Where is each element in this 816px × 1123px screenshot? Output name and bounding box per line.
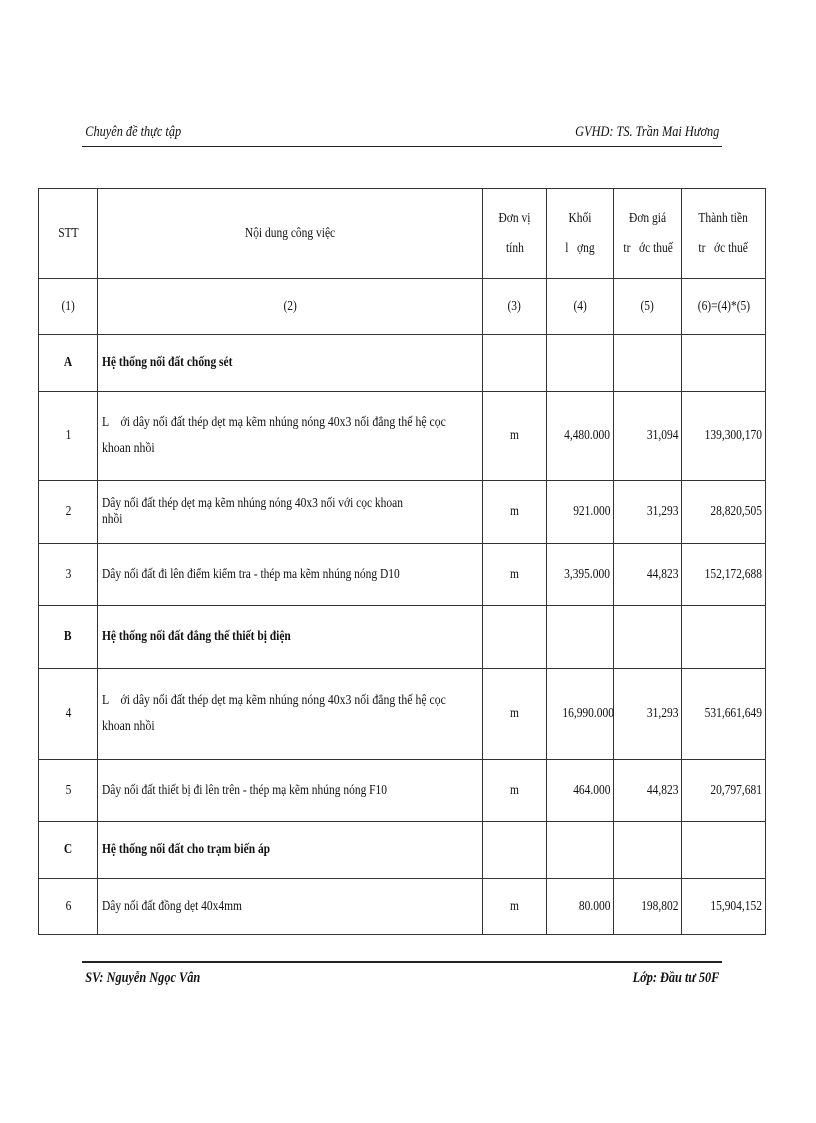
row-stt: 5 [39, 760, 98, 822]
table-row [39, 392, 766, 481]
row-unit: m [483, 544, 547, 606]
col-index-3: (3) [483, 279, 547, 335]
row-amount: 20,797,681 [682, 760, 766, 822]
row-content: Dây nối đất đồng dẹt 40x4mm [98, 879, 483, 935]
row-unit: m [483, 669, 547, 760]
table-row [39, 544, 766, 606]
header-content: Nội dung công việc [98, 189, 483, 279]
table-row [39, 669, 766, 760]
row-price [614, 335, 682, 392]
row-stt: 2 [39, 481, 98, 544]
row-amount: 531,661,649 [682, 669, 766, 760]
row-stt: 6 [39, 879, 98, 935]
table-header-row [39, 189, 766, 279]
row-qty: 4,480.000 [547, 392, 614, 481]
row-qty [547, 335, 614, 392]
row-stt: 4 [39, 669, 98, 760]
row-amount [682, 606, 766, 669]
column-index-row [39, 279, 766, 335]
row-stt: B [39, 606, 98, 669]
row-amount: 15,904,152 [682, 879, 766, 935]
col-index-5: (5) [614, 279, 682, 335]
row-qty: 16,990.000 [547, 669, 614, 760]
page-footer [82, 970, 722, 992]
row-content: L ới dây nối đất thép dẹt mạ kẽm nhúng nóng 40x3 nối đẳng thế hệ cọc khoan nhồi [98, 669, 483, 760]
row-price [614, 606, 682, 669]
row-content: Dây nối đất đi lên điểm kiểm tra - thép ma kẽm nhúng nóng D10 [98, 544, 483, 606]
col-index-6: (6)=(4)*(5) [682, 279, 766, 335]
row-price [614, 822, 682, 879]
row-stt: 3 [39, 544, 98, 606]
table-row [39, 481, 766, 544]
row-qty: 464.000 [547, 760, 614, 822]
page-header [82, 124, 722, 146]
col-index-1: (1) [39, 279, 98, 335]
header-right-text: GVHD: TS. Trần Mai Hương [575, 124, 720, 140]
row-price: 31,293 [614, 481, 682, 544]
row-unit: m [483, 760, 547, 822]
work-items-table [38, 188, 766, 935]
section-title: Hệ thống nối đất đẳng thế thiết bị điện [98, 606, 483, 669]
row-price: 31,094 [614, 392, 682, 481]
row-price: 44,823 [614, 544, 682, 606]
section-title: Hệ thống nối đất cho trạm biến áp [98, 822, 483, 879]
header-divider [82, 146, 722, 147]
footer-right-text: Lớp: Đầu tư 50F [632, 970, 720, 986]
row-amount [682, 822, 766, 879]
section-title: Hệ thống nối đất chống sét [98, 335, 483, 392]
section-row-a [39, 335, 766, 392]
row-price: 198,802 [614, 879, 682, 935]
row-price: 44,823 [614, 760, 682, 822]
col-index-2: (2) [98, 279, 483, 335]
row-stt: 1 [39, 392, 98, 481]
header-amount: Thành tiền tr ớc thuế [682, 189, 766, 279]
table-row [39, 879, 766, 935]
footer-left-text: SV: Nguyễn Ngọc Vân [85, 970, 201, 986]
row-amount: 152,172,688 [682, 544, 766, 606]
row-qty: 3,395.000 [547, 544, 614, 606]
row-amount: 28,820,505 [682, 481, 766, 544]
row-qty [547, 822, 614, 879]
footer-divider [82, 961, 722, 963]
row-amount [682, 335, 766, 392]
col-index-4: (4) [547, 279, 614, 335]
row-content: L ới dây nối đất thép dẹt mạ kẽm nhúng nóng 40x3 nối đẳng thế hệ cọc khoan nhồi [98, 392, 483, 481]
row-stt: C [39, 822, 98, 879]
row-price: 31,293 [614, 669, 682, 760]
row-stt: A [39, 335, 98, 392]
row-unit: m [483, 481, 547, 544]
header-unit-price: Đơn giá tr ớc thuế [614, 189, 682, 279]
row-unit [483, 335, 547, 392]
row-qty: 80.000 [547, 879, 614, 935]
row-unit: m [483, 392, 547, 481]
section-row-b [39, 606, 766, 669]
row-amount: 139,300,170 [682, 392, 766, 481]
row-qty [547, 606, 614, 669]
header-left-text: Chuyên đề thực tập [85, 124, 182, 140]
header-quantity: Khối l ợng [547, 189, 614, 279]
header-stt: STT [39, 189, 98, 279]
table-row [39, 760, 766, 822]
section-row-c [39, 822, 766, 879]
header-unit: Đơn vị tính [483, 189, 547, 279]
row-unit: m [483, 879, 547, 935]
row-qty: 921.000 [547, 481, 614, 544]
row-content: Dây nối đất thép dẹt mạ kẽm nhúng nóng 40x3 nối với cọc khoan nhồi [98, 481, 483, 544]
row-unit [483, 822, 547, 879]
row-unit [483, 606, 547, 669]
row-content: Dây nối đất thiết bị đi lên trên - thép mạ kẽm nhúng nóng F10 [98, 760, 483, 822]
